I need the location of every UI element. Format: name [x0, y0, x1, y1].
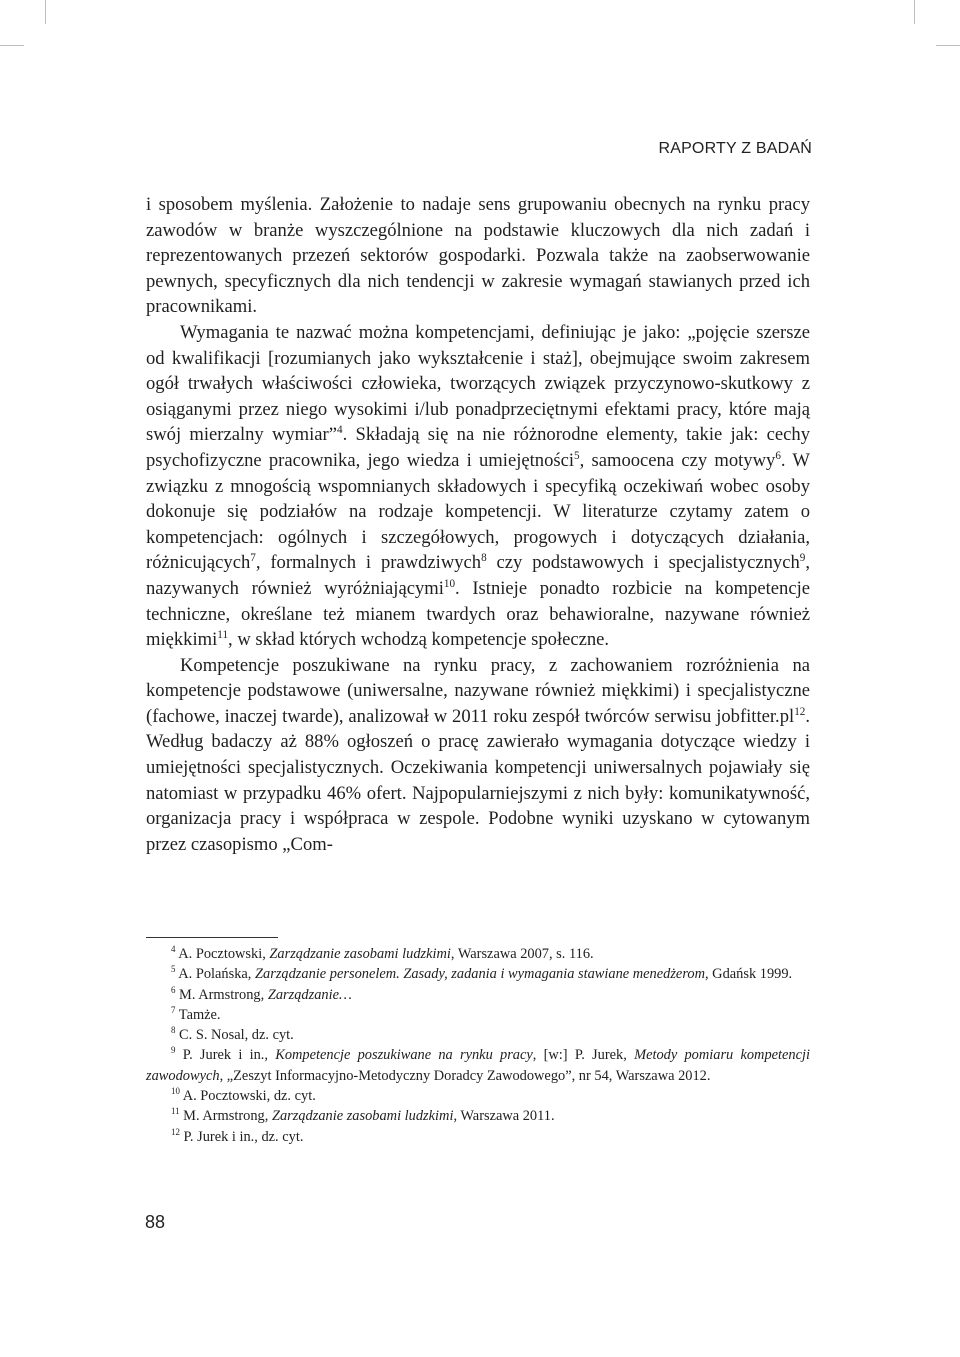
footnote: $^8$ C. S. Nosal, dz. cyt. — [171, 1025, 294, 1044]
footnote-ref[interactable]: 9 — [799, 552, 806, 565]
footnote: $^{12}$ P. Jurek i in., dz. cyt. — [171, 1126, 304, 1145]
footnote-ref[interactable]: 11 — [217, 628, 229, 641]
running-head: RAPORTY Z BADAŃ — [658, 140, 812, 157]
paragraph: Wymagania te nazwać można kompetencjami, definiując je jako: „pojęcie szersze od kwalifikacji [rozumianych jako wykształcenie i staż], obejmujące swoim zakresem ogół trwałych właściwości człowieka, tworzących związek przyczynowo-skutkowy z osiąganymi przez niego wysokimi i/lub ponadprzeciętnymi efektami pracy, które mają swój mierzalny wymiar”$^4$. Składają się na nie różnorodne elementy, takie jak: cechy psychofizyczne pracownika, jego wiedza i umiejętności$^5$, samoocena czy motywy$^6$. W związku z mnogością wspomnianych składowych i specyfiką oczekiwań wobec osoby dokonuje się podziałów na rodzaje kompetencji. W literaturze czytamy zatem o kompetencjach: ogólnych i szczegółowych, progowych i dotyczących działania, różnicujących$^7$, formalnych i prawdziwych$^8$ czy podstawowych i specjalistycznych$^9$, nazywanych również wyróżniającymi$^{10}$. Istnieje ponadto rozbicie na kompetencje techniczne, określane też mianem twardych oraz behawioralne, nazywane również miękkimi$^{11}$, w skład których wchodzą kompetencje społeczne. — [146, 321, 810, 651]
footnote-ref[interactable]: 7 — [250, 552, 256, 565]
footnote-ref[interactable]: 4 — [337, 424, 343, 437]
footnote: $^{11}$ M. Armstrong, Zarządzanie zasobami ludzkimi, Warszawa 2011. — [171, 1106, 555, 1125]
footnote: $^4$ A. Pocztowski, Zarządzanie zasobami ludzkimi, Warszawa 2007, s. 116. — [171, 944, 594, 962]
footnotes — [146, 944, 810, 1147]
footnote-ref[interactable]: 10 — [443, 577, 456, 590]
body-text — [146, 192, 810, 857]
crop-mark — [936, 45, 960, 46]
crop-mark — [45, 0, 46, 24]
footnote: $^{10}$ A. Pocztowski, dz. cyt. — [171, 1086, 316, 1105]
paragraph: Kompetencje poszukiwane na rynku pracy, z zachowaniem rozróżnienia na kompetencje podstawowe (uniwersalne, nazywane również miękkimi) i specjalistyczne (fachowe, inaczej twarde), analizował w 2011 roku zespół twórców serwisu $jobfitter.pl^{12}$. Według badaczy aż 88% ogłoszeń o pracę zawierało wymagania dotyczące wiedzy i umiejętności specjalistycznych. Oczekiwania kompetencji uniwersalnych pojawiały się natomiast w przypadku 46% ofert. Najpopularniejszymi z nich były: komunikatywność, organizacja pracy i współpraca w zespole. Podobne wyniki uzyskano w cytowanym przez czasopismo „Com- — [146, 654, 810, 855]
footnote-ref[interactable]: 5 — [574, 449, 580, 462]
footnote: $^7$ Tamże. — [171, 1005, 221, 1023]
footnote-ref[interactable]: 8 — [481, 552, 487, 565]
paragraph: i sposobem myślenia. Założenie to nadaje sens grupowaniu obecnych na rynku pracy zawodów w branże wyszczególnione na podstawie kluczowych dla nich zadań i reprezentowanych przezeń sektorów gospodarki. Pozwala także na zaobserwowanie pewnych, specyficznych dla nich tendencji w zakresie wymagań stawianych przed ich pracownikami. — [146, 194, 810, 318]
footnote-ref[interactable]: 12 — [794, 705, 806, 718]
footnote-separator — [146, 937, 278, 938]
crop-mark — [914, 0, 915, 24]
footnote-ref[interactable]: 6 — [775, 449, 781, 462]
page-number: 88 — [145, 1212, 166, 1232]
crop-mark — [0, 45, 24, 46]
footnote: $^6$ M. Armstrong, Zarządzanie… — [171, 984, 352, 1003]
footnote: $^9$ P. Jurek i in., Kompetencje poszukiwane na rynku pracy, [w:] P. Jurek, Metody pomiaru kompetencji zawodowych, „Zeszyt Informacyjno-Metodyczny Doradcy Zawodowego”, nr 54, Warszawa 2012. — [146, 1045, 810, 1084]
footnote: $^5$ A. Polańska, Zarządzanie personelem. Zasady, zadania i wymagania stawiane menedżerom, Gdańsk 1999. — [171, 964, 793, 983]
